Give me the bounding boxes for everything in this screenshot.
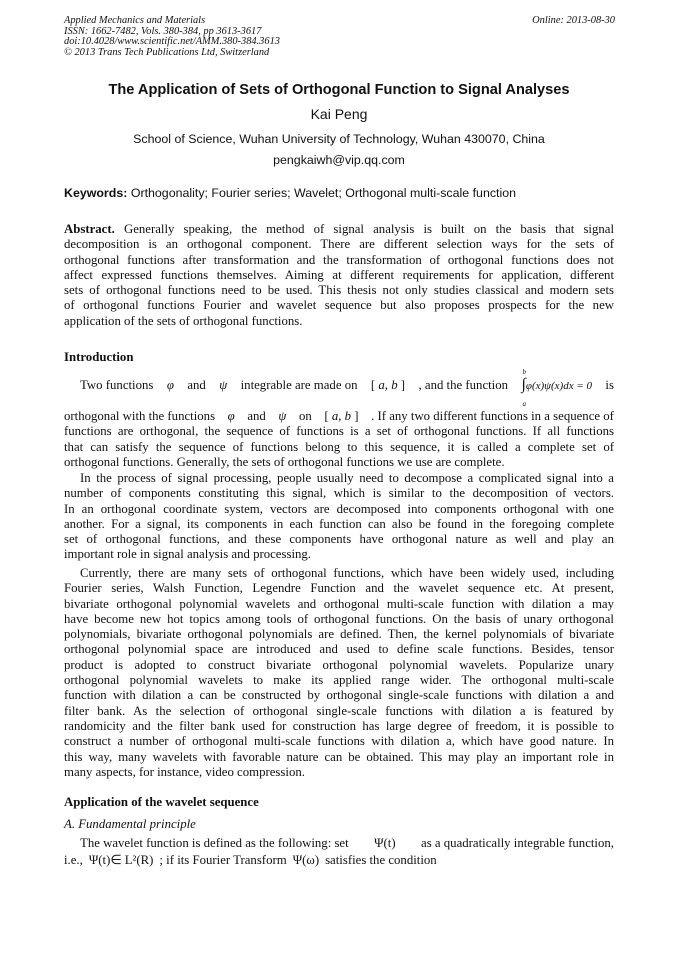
paper-title: The Application of Sets of Orthogonal Function to Signal Analyses [108,82,570,98]
abstract-line: orthogonal functions after transformation and the transformation of orthogonal functions does not [64,252,614,267]
abstract-line: of orthogonal functions Fourier and wavelet sequence but also proposes prospects for the new [64,298,614,313]
intro-line: orthogonal functions. Generally, the sets of orthogonal functions we use are complete. [64,454,505,469]
intro-line: that can satisfy the sequence of functions belong to this sequence, it is called a complete set of [64,439,614,454]
author-email: pengkaiwh@vip.qq.com [273,153,405,167]
psi-omega-symbol: Ψ(ω) [292,853,320,868]
abstract [64,222,614,329]
issn-line: ISSN: 1662-7482, Vols. 380-384, pp 3613-3617 [64,25,262,37]
intro-line: construct a number of orthogonal multi-scale functions with dilation a, which have good nature. In [64,734,614,749]
intro-text: and [247,409,266,423]
intro-text: is [605,377,614,392]
intro-line: functions are orthogonal, the sequence of functions is a set of orthogonal functions. If all functions [64,424,614,439]
abstract-line: affect expressed functions themselves. Aiming at different requirements for application, different [64,267,614,282]
orthogonality-integral [521,367,592,408]
intro-paragraph-1 [64,409,614,470]
intro-line: many aspects, for instance, video compression. [64,764,305,779]
intro-line: filter bank. As the selection of orthogonal single-scale functions with dilation a is featured by [64,703,614,718]
doi-line: doi:10.4028/www.scientific.net/AMM.380-384.3613 [64,36,280,48]
intro-line-1 [64,367,614,408]
integral-expression: φ(x)ψ(x)dx = 0 [525,379,592,392]
section-heading-introduction: Introduction [64,350,134,364]
keywords-text: Orthogonality; Fourier series; Wavelet; Orthogonal multi-scale function [130,186,517,200]
integral-lower-limit: a [522,399,526,408]
psi-symbol: ψ [219,377,228,392]
intro-line: In the process of signal processing, people usually need to decompose a complicated signal into a [80,471,614,485]
intro-line: important role in signal analysis and processing. [64,547,312,562]
intro-line: orthogonal polynomial wavelets to make its applied range wider. The orthogonal multi-scale [64,673,614,688]
abstract-line: decomposition is an orthogonal component. There are different selection ways for the sets of [64,237,614,252]
wavelet-paragraph [64,835,614,870]
wavelet-text: The wavelet function is defined as the following: set [80,835,349,850]
intro-line: this way, many wavelets with favorable nature can be obtained. This may play an important role in [64,749,614,764]
intro-line: product is adopted to construct bivariate orthogonal polynomial wavelets. Popularize unary [64,657,614,672]
phi-symbol: φ [227,409,235,423]
abstract-line: Generally speaking, the method of signal analysis is built on the basis that signal [123,222,615,236]
intro-text: on [298,409,312,423]
wavelet-text: as a quadratically integrable function, [421,835,614,850]
intro-text: . If any two different functions in a sequence of [371,409,614,423]
intro-paragraph-2 [64,471,614,563]
intro-line: bivariate orthogonal polynomial wavelets and orthogonal multi-scale function with dilation a may [64,596,614,611]
intro-text: integrable are made on [240,377,358,392]
author-name: Kai Peng [310,106,368,122]
intro-line: set of orthogonal functions, and these components have orthogonal nature as well and play an [64,532,614,547]
affiliation: School of Science, Wuhan University of Technology, Wuhan 430070, China [133,132,545,146]
keywords [64,186,516,200]
wavelet-text: ; if its Fourier Transform [159,853,287,868]
copyright-line: © 2013 Trans Tech Publications Ltd, Switzerland [64,46,270,58]
intro-line: polynomials, bivariate orthogonal polynomials are defined. Then, the kernel polynomials of bivariate [64,627,614,642]
intro-line: Fourier series, Walsh Function, Legendre Function and the wavelet sequence etc. At present, [64,581,614,596]
intro-text: orthogonal with the functions [64,409,216,423]
integral-sign-icon: ∫ [521,375,526,393]
wavelet-text: i.e., [64,853,83,868]
intro-line: another. For a signal, its components in each function can also be found in the foregoing complete [64,516,614,531]
intro-line: function with dilation a can be constructed by orthogonal single-scale functions with dilation a and [64,688,614,703]
intro-text: and [187,377,206,392]
section-heading-wavelet: Application of the wavelet sequence [64,795,259,809]
intro-text: Two functions [80,377,154,392]
abstract-label: Abstract. [64,222,115,236]
intro-text: , and the function [418,377,509,392]
psi-in-l2-symbol: Ψ(t)∈ L²(R) [88,853,154,868]
journal-name: Applied Mechanics and Materials [64,15,206,26]
integral-upper-limit: b [522,367,526,376]
abstract-line: application of the sets of orthogonal functions. [64,313,303,328]
intro-line: number of components constituting this signal, which is similar to the decomposition of vectors. [64,486,614,501]
intro-line: Currently, there are many sets of orthogonal functions, which have been widely used, including [80,566,614,580]
online-date: Online: 2013-08-30 [532,15,615,26]
abstract-line: sets of orthogonal functions need to be used. This thesis not only studies classical and modern sets [64,283,614,298]
phi-symbol: φ [166,377,174,392]
wavelet-text: satisfies the condition [325,853,437,868]
journal-header [64,16,280,58]
intro-line: orthogonal polynomial space are introduced and used to define scale functions. Besides, tensor [64,642,614,657]
intro-line: In an orthogonal coordinate system, vectors are decomposed into components orthogonal with one [64,501,614,516]
interval-a-b: [ a, b ] [370,377,406,392]
psi-t-symbol: Ψ(t) [374,835,396,850]
interval-a-b: [ a, b ] [324,409,359,423]
subsection-heading: A. Fundamental principle [64,817,196,831]
keywords-label: Keywords: [64,186,128,200]
psi-symbol: ψ [278,409,287,423]
intro-line: have become new hot topics among tools of orthogonal functions. On the basis of unary orthogonal [64,611,614,626]
intro-paragraph-3 [64,566,614,780]
intro-line: randomicity and the filter bank used for construction has large degree of freedom, it is possible to [64,718,614,733]
